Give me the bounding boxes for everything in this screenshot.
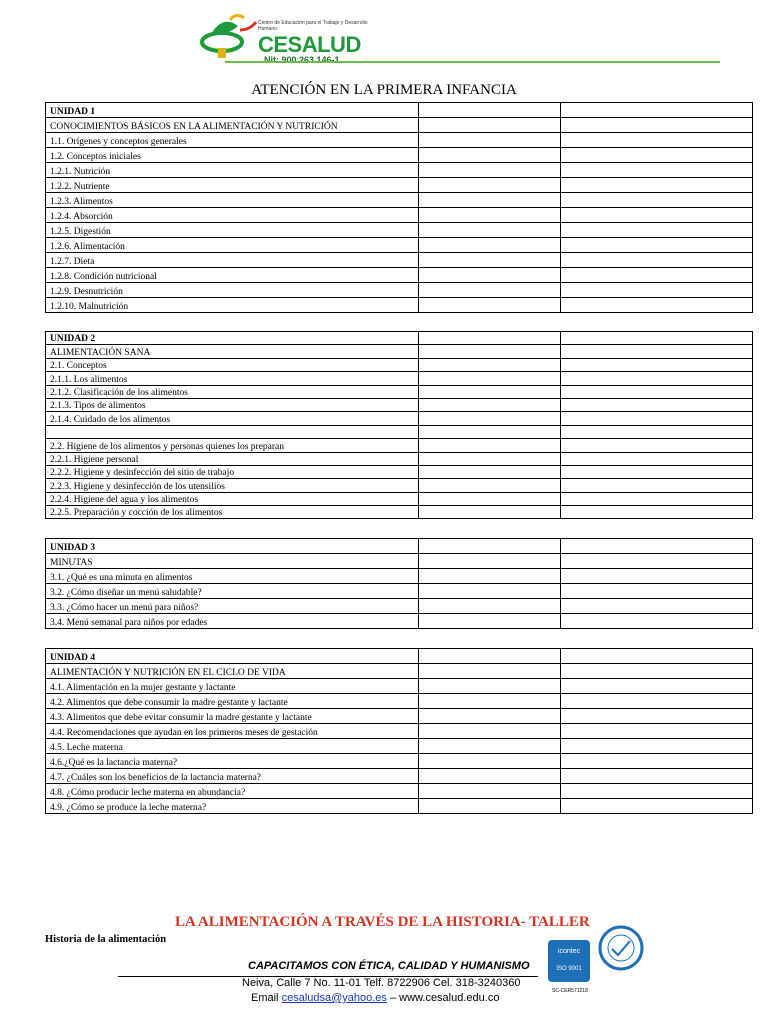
unit-heading: UNIDAD 4: [46, 649, 419, 664]
topic-cell: 3.1. ¿Qué es una minuta en alimentos: [46, 569, 419, 584]
topic-cell: ALIMENTACIÓN Y NUTRICIÓN EN EL CICLO DE VIDA: [46, 664, 419, 679]
empty-cell: [561, 412, 753, 425]
topic-cell: 1.2.8. Condición nutricional: [46, 268, 419, 283]
email-label: Email: [251, 992, 279, 1004]
table-row: [46, 358, 753, 371]
topic-cell: 1.2. Conceptos iniciales: [46, 148, 419, 163]
table-row: [46, 133, 753, 148]
table-row: [46, 539, 753, 554]
topic-cell: 3.2. ¿Cómo diseñar un menú saludable?: [46, 584, 419, 599]
empty-cell: [561, 614, 753, 629]
topic-cell: [46, 425, 419, 438]
topic-cell: 4.2. Alimentos que debe consumir la madre gestante y lactante: [46, 694, 419, 709]
empty-cell: [419, 372, 561, 385]
empty-cell: [419, 398, 561, 411]
topic-cell: 4.7. ¿Cuáles son los beneficios de la lactancia materna?: [46, 769, 419, 784]
topic-cell: MINUTAS: [46, 554, 419, 569]
topic-cell: 1.2.1. Nutrición: [46, 163, 419, 178]
table-row: [46, 584, 753, 599]
empty-cell: [561, 178, 753, 193]
empty-cell: [419, 345, 561, 358]
empty-cell: [561, 398, 753, 411]
empty-cell: [419, 539, 561, 554]
icontec-certification-badge: [548, 940, 590, 982]
empty-cell: [419, 739, 561, 754]
table-row: [46, 208, 753, 223]
empty-cell: [419, 584, 561, 599]
table-row: [46, 465, 753, 478]
table-row: [46, 298, 753, 313]
empty-cell: [561, 584, 753, 599]
empty-cell: [561, 358, 753, 371]
empty-cell: [561, 283, 753, 298]
empty-cell: [561, 103, 753, 118]
empty-cell: [561, 465, 753, 478]
unit-table-4: [45, 648, 753, 814]
topic-cell: 2.2.3. Higiene y desinfección de los utensilios: [46, 479, 419, 492]
empty-cell: [419, 412, 561, 425]
table-row: [46, 283, 753, 298]
empty-cell: [419, 103, 561, 118]
topic-cell: 4.8. ¿Cómo producir leche materna en abundancia?: [46, 784, 419, 799]
empty-cell: [419, 133, 561, 148]
topic-cell: 1.2.2. Nutriente: [46, 178, 419, 193]
empty-cell: [419, 223, 561, 238]
section-label: Historia de la alimentación: [45, 934, 167, 945]
topic-cell: 2.2.5. Preparación y cocción de los alimentos: [46, 506, 419, 519]
empty-cell: [419, 709, 561, 724]
topic-cell: 1.2.4. Absorción: [46, 208, 419, 223]
table-row: [46, 479, 753, 492]
topic-cell: 2.1.3. Tipos de alimentos: [46, 398, 419, 411]
table-row: [46, 148, 753, 163]
empty-cell: [561, 506, 753, 519]
empty-cell: [419, 679, 561, 694]
table-row: [46, 599, 753, 614]
empty-cell: [561, 739, 753, 754]
table-row: [46, 724, 753, 739]
empty-cell: [419, 799, 561, 814]
topic-cell: 2.1. Conceptos: [46, 358, 419, 371]
cert-iso: ISO 9001: [556, 966, 582, 972]
empty-cell: [561, 425, 753, 438]
empty-cell: [419, 253, 561, 268]
topic-cell: 4.5. Leche materna: [46, 739, 419, 754]
footer-contact: [251, 992, 499, 1004]
footer-slogan: CAPACITAMOS CON ÉTICA, CALIDAD Y HUMANISMO: [248, 960, 530, 972]
table-row: [46, 238, 753, 253]
table-row: [46, 178, 753, 193]
empty-cell: [561, 439, 753, 452]
empty-cell: [419, 268, 561, 283]
empty-cell: [419, 148, 561, 163]
topic-cell: 1.1. Orígenes y conceptos generales: [46, 133, 419, 148]
table-row: [46, 452, 753, 465]
empty-cell: [419, 492, 561, 505]
empty-cell: [419, 506, 561, 519]
table-row: [46, 492, 753, 505]
table-row: [46, 268, 753, 283]
topic-cell: 3.3. ¿Cómo hacer un menú para niños?: [46, 599, 419, 614]
table-row: [46, 439, 753, 452]
table-row: [46, 425, 753, 438]
unit-table-3: [45, 538, 753, 629]
topic-cell: 3.4. Menú semanal para niños por edades: [46, 614, 419, 629]
empty-cell: [561, 118, 753, 133]
empty-cell: [561, 784, 753, 799]
quality-seal-icon: [598, 925, 644, 971]
empty-cell: [419, 694, 561, 709]
table-row: [46, 784, 753, 799]
table-row: [46, 769, 753, 784]
topic-cell: 4.6.¿Qué es la lactancia materna?: [46, 754, 419, 769]
table-row: [46, 193, 753, 208]
empty-cell: [561, 385, 753, 398]
empty-cell: [561, 133, 753, 148]
topic-cell: 4.4. Recomendaciones que ayudan en los primeros meses de gestación: [46, 724, 419, 739]
empty-cell: [561, 724, 753, 739]
logo-nit: Nit: 900.263.146-1: [264, 55, 340, 65]
empty-cell: [561, 298, 753, 313]
empty-cell: [419, 178, 561, 193]
empty-cell: [419, 554, 561, 569]
empty-cell: [419, 724, 561, 739]
table-row: [46, 506, 753, 519]
empty-cell: [561, 679, 753, 694]
cert-brand: icontec: [557, 948, 581, 955]
empty-cell: [561, 754, 753, 769]
empty-cell: [561, 694, 753, 709]
empty-cell: [561, 799, 753, 814]
empty-cell: [419, 754, 561, 769]
table-row: [46, 398, 753, 411]
email-link[interactable]: cesaludsa@yahoo.es: [281, 992, 387, 1004]
unit-table-2: [45, 331, 753, 519]
empty-cell: [561, 332, 753, 345]
topic-cell: 4.9. ¿Cómo se produce la leche materna?: [46, 799, 419, 814]
topic-cell: 1.2.7. Dieta: [46, 253, 419, 268]
header-divider: [225, 61, 720, 63]
empty-cell: [419, 769, 561, 784]
topic-cell: 1.2.6. Alimentación: [46, 238, 419, 253]
table-row: [46, 694, 753, 709]
empty-cell: [419, 425, 561, 438]
empty-cell: [419, 385, 561, 398]
empty-cell: [561, 148, 753, 163]
empty-cell: [561, 769, 753, 784]
empty-cell: [561, 345, 753, 358]
topic-cell: 1.2.5. Digestión: [46, 223, 419, 238]
unit-table-1: [45, 102, 753, 313]
footer-address: Neiva, Calle 7 No. 11-01 Telf. 8722906 Cel. 318-3240360: [242, 977, 521, 989]
empty-cell: [561, 372, 753, 385]
table-row: [46, 614, 753, 629]
table-row: [46, 118, 753, 133]
table-row: [46, 372, 753, 385]
empty-cell: [561, 569, 753, 584]
table-row: [46, 385, 753, 398]
empty-cell: [419, 193, 561, 208]
topic-cell: CONOCIMIENTOS BÁSICOS EN LA ALIMENTACIÓN Y NUTRICIÓN: [46, 118, 419, 133]
table-row: [46, 649, 753, 664]
table-row: [46, 223, 753, 238]
table-row: [46, 554, 753, 569]
table-row: [46, 799, 753, 814]
topic-cell: 1.2.10. Malnutrición: [46, 298, 419, 313]
table-row: [46, 332, 753, 345]
unit-heading: UNIDAD 1: [46, 103, 419, 118]
empty-cell: [561, 539, 753, 554]
empty-cell: [419, 358, 561, 371]
table-row: [46, 664, 753, 679]
logo-subtitle: Centro de Educación para el Trabajo y Desarrollo Humano: [258, 20, 368, 32]
topic-cell: 1.2.3. Alimentos: [46, 193, 419, 208]
empty-cell: [561, 238, 753, 253]
empty-cell: [561, 193, 753, 208]
empty-cell: [419, 163, 561, 178]
topic-cell: 4.3. Alimentos que debe evitar consumir la madre gestante y lactante: [46, 709, 419, 724]
empty-cell: [561, 208, 753, 223]
page-title: ATENCIÓN EN LA PRIMERA INFANCIA: [251, 82, 517, 98]
empty-cell: [561, 492, 753, 505]
topic-cell: 4.1. Alimentación en la mujer gestante y lactante: [46, 679, 419, 694]
topic-cell: 1.2.9. Desnutrición: [46, 283, 419, 298]
empty-cell: [419, 452, 561, 465]
table-row: [46, 569, 753, 584]
empty-cell: [419, 283, 561, 298]
workshop-title: LA ALIMENTACIÓN A TRAVÉS DE LA HISTORIA- TALLER: [175, 914, 590, 930]
empty-cell: [561, 664, 753, 679]
cert-code: SC-CER571218: [552, 988, 588, 994]
empty-cell: [561, 479, 753, 492]
empty-cell: [561, 599, 753, 614]
unit-heading: UNIDAD 3: [46, 539, 419, 554]
topic-cell: 2.2.4. Higiene del agua y los alimentos: [46, 492, 419, 505]
empty-cell: [561, 649, 753, 664]
empty-cell: [419, 569, 561, 584]
empty-cell: [561, 268, 753, 283]
topic-cell: 2.1.4. Cuidado de los alimentos: [46, 412, 419, 425]
leaf-lamp-icon: [200, 12, 258, 62]
table-row: [46, 739, 753, 754]
empty-cell: [419, 298, 561, 313]
empty-cell: [419, 238, 561, 253]
topic-cell: 2.2. Higiene de los alimentos y personas quienes los preparan: [46, 439, 419, 452]
table-row: [46, 709, 753, 724]
table-row: [46, 163, 753, 178]
table-row: [46, 412, 753, 425]
empty-cell: [561, 163, 753, 178]
website-text: – www.cesalud.edu.co: [389, 992, 500, 1004]
empty-cell: [419, 664, 561, 679]
table-row: [46, 679, 753, 694]
empty-cell: [561, 452, 753, 465]
empty-cell: [419, 649, 561, 664]
empty-cell: [419, 599, 561, 614]
topic-cell: 2.1.1. Los alimentos: [46, 372, 419, 385]
topic-cell: 2.2.2. Higiene y desinfección del sitio de trabajo: [46, 465, 419, 478]
empty-cell: [419, 479, 561, 492]
empty-cell: [419, 614, 561, 629]
empty-cell: [419, 784, 561, 799]
topic-cell: 2.2.1. Higiene personal: [46, 452, 419, 465]
empty-cell: [419, 332, 561, 345]
table-row: [46, 253, 753, 268]
unit-heading: UNIDAD 2: [46, 332, 419, 345]
empty-cell: [561, 554, 753, 569]
empty-cell: [419, 118, 561, 133]
empty-cell: [561, 223, 753, 238]
cesalud-logo: [200, 10, 375, 65]
table-row: [46, 345, 753, 358]
empty-cell: [419, 439, 561, 452]
empty-cell: [419, 465, 561, 478]
topic-cell: ALIMENTACIÓN SANA: [46, 345, 419, 358]
table-row: [46, 103, 753, 118]
empty-cell: [561, 709, 753, 724]
empty-cell: [419, 208, 561, 223]
topic-cell: 2.1.2. Clasificación de los alimentos: [46, 385, 419, 398]
table-row: [46, 754, 753, 769]
logo-name: CESALUD: [258, 32, 361, 57]
empty-cell: [561, 253, 753, 268]
